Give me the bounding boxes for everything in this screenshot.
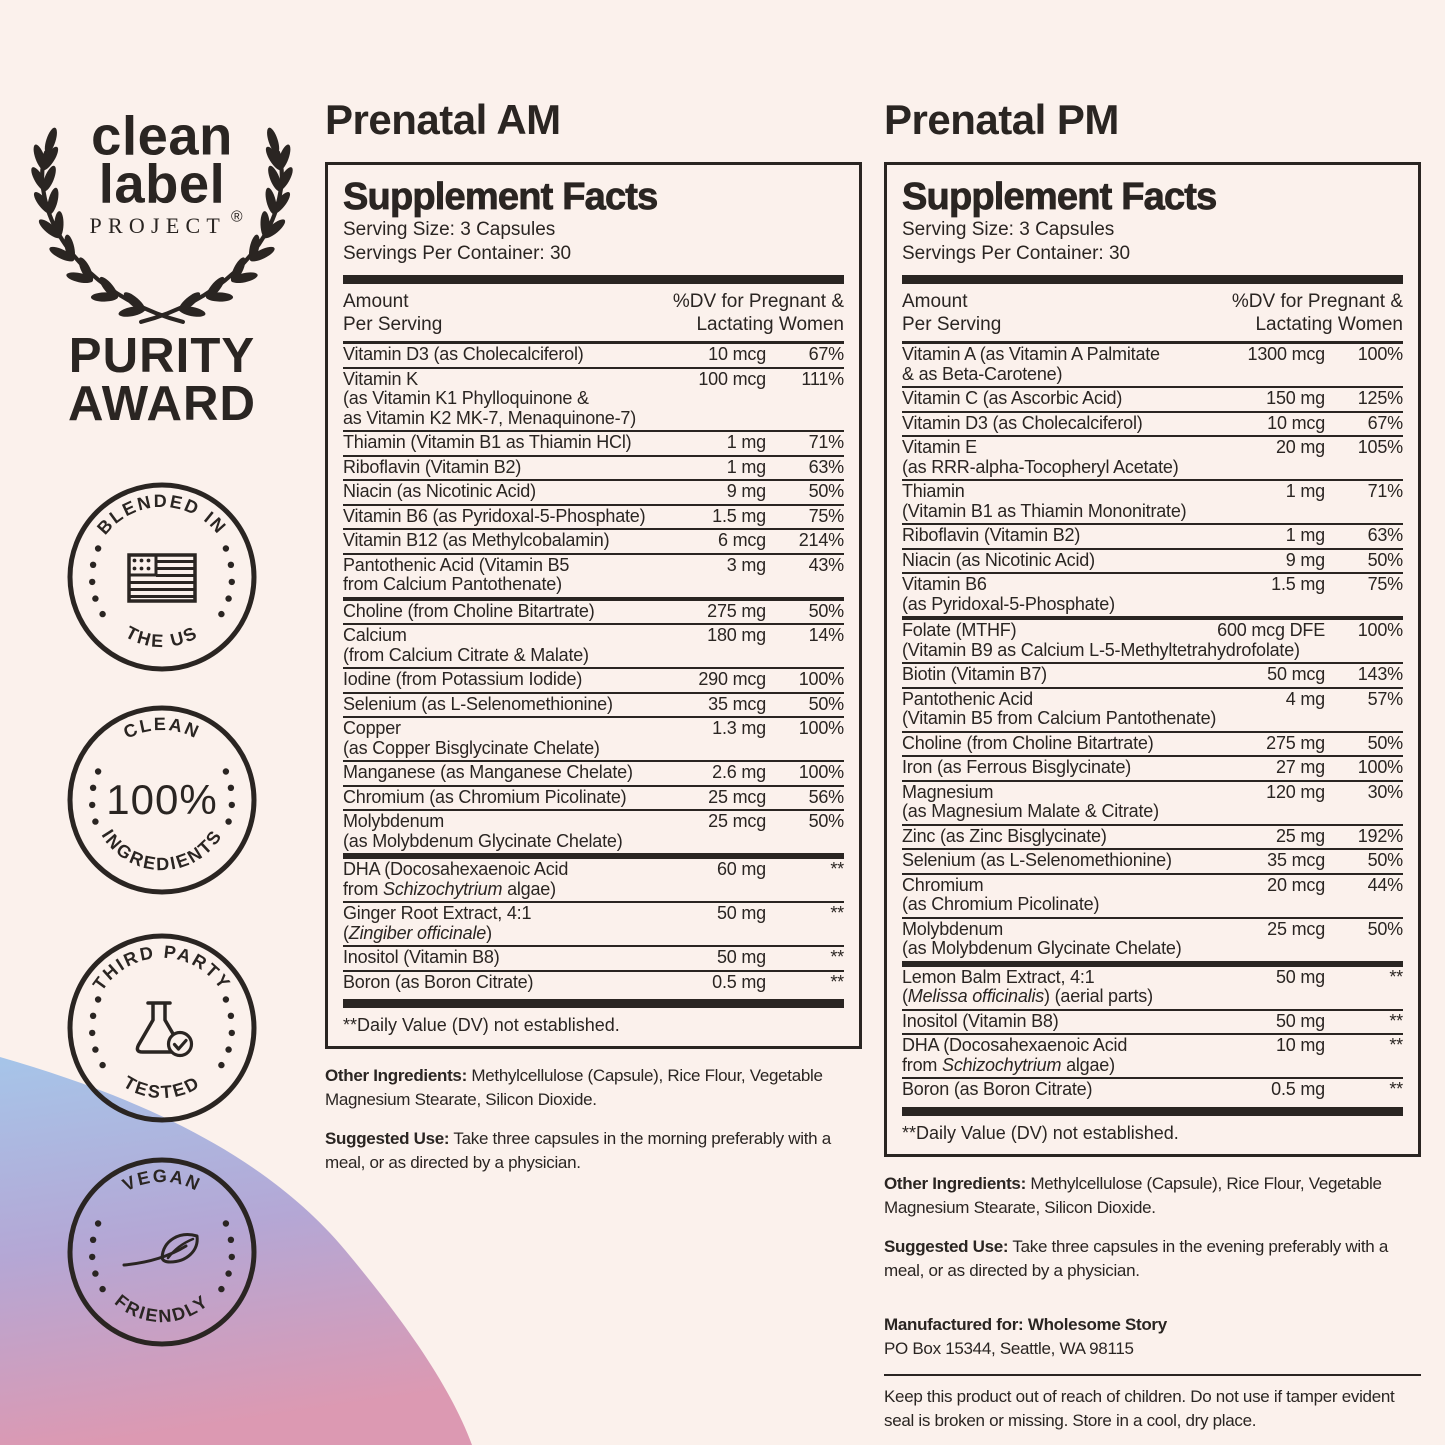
other-ingredients-text: Methylcellulose (Capsule), Rice Flour, Vegetable Magnesium Stearate, Silicon Dioxide. xyxy=(884,1173,1382,1217)
nutrient-dv: 100% xyxy=(1357,757,1403,777)
nutrient-amount: 20 mcg xyxy=(1267,874,1325,895)
page-title-pm: Prenatal PM xyxy=(884,96,1119,143)
divider-heavy xyxy=(902,275,1403,284)
nutrient-name: Boron (as Boron Citrate) xyxy=(902,1079,1093,1099)
nutrient-row xyxy=(902,917,1403,961)
suggested-use-pm xyxy=(884,1235,1429,1283)
nutrient-amount: 1300 mcg xyxy=(1247,344,1325,364)
suggested-use-label: Suggested Use: xyxy=(884,1236,1009,1256)
nutrient-row xyxy=(343,692,844,717)
nutrient-dv: 105% xyxy=(1357,437,1403,457)
dv-header-line1: %DV for Pregnant & xyxy=(672,291,844,312)
amount-header xyxy=(902,290,1001,336)
nutrient-name-continued: (as Magnesium Malate & Citrate) xyxy=(902,801,1159,821)
nutrient-row xyxy=(902,1009,1403,1034)
nutrient-name: Chromium xyxy=(902,874,984,895)
manufacturer-name: Manufactured for: Wholesome Story xyxy=(884,1314,1167,1334)
nutrient-amount: 9 mg xyxy=(1285,549,1325,570)
nutrient-dv: 14% xyxy=(808,625,844,645)
nutrient-dv: 100% xyxy=(1357,344,1403,364)
nutrient-name: Selenium (as L-Selenomethionine) xyxy=(343,693,613,714)
dv-header xyxy=(1232,290,1403,336)
nutrient-amount: 27 mg xyxy=(1275,757,1325,777)
nutrient-name: Vitamin B6 xyxy=(902,574,987,594)
nutrient-dv: ** xyxy=(1389,1010,1403,1031)
prenatal-pm-section xyxy=(884,98,1421,1433)
nutrient-amount: 290 mcg xyxy=(698,669,766,689)
nutrient-amount: 35 mcg xyxy=(708,693,766,714)
nutrient-name: Niacin (as Nicotinic Acid) xyxy=(343,481,536,501)
warning-text: Keep this product out of reach of children. Do not use if tamper evident seal is broken or missing. Store in a cool, dry place. xyxy=(884,1374,1421,1433)
nutrient-name: Zinc (as Zinc Bisglycinate) xyxy=(902,825,1107,846)
nutrient-row xyxy=(343,553,844,597)
nutrient-dv: 100% xyxy=(798,669,844,689)
nutrient-dv: 44% xyxy=(1367,874,1403,895)
nutrient-row xyxy=(343,479,844,504)
nutrient-row xyxy=(343,623,844,667)
nutrient-name-continued: (as Molybdenum Glycinate Chelate) xyxy=(343,830,623,851)
nutrient-name: Biotin (Vitamin B7) xyxy=(902,664,1047,684)
nutrient-name: Molybdenum xyxy=(343,811,445,831)
nutrient-name: Calcium xyxy=(343,625,407,645)
nutrient-name: DHA (Docosahexaenoic Acid xyxy=(902,1035,1128,1055)
amount-header-line2: Per Serving xyxy=(902,314,1002,335)
nutrient-amount: 25 mcg xyxy=(708,786,766,807)
nutrient-row xyxy=(343,528,844,553)
serving-size: Serving Size: 3 Capsules xyxy=(902,219,1115,240)
nutrient-name: Choline (from Choline Bitartrate) xyxy=(902,732,1154,753)
nutrient-name-continued: (as Chromium Picolinate) xyxy=(902,894,1100,914)
manufacturer-block xyxy=(884,1313,1421,1361)
nutrient-amount: 10 mcg xyxy=(708,344,766,364)
nutrient-row xyxy=(902,344,1403,386)
nutrient-amount: 10 mg xyxy=(1275,1035,1325,1055)
nutrient-name-continued: (as Copper Bisglycinate Chelate) xyxy=(343,737,600,758)
nutrient-name: Vitamin A (as Vitamin A Palmitate xyxy=(902,344,1160,364)
nutrient-name: Choline (from Choline Bitartrate) xyxy=(343,600,595,621)
nutrient-name: Ginger Root Extract, 4:1 xyxy=(343,903,532,923)
nutrient-dv: ** xyxy=(1389,966,1403,987)
nutrient-dv: ** xyxy=(1389,1035,1403,1055)
nutrient-name: Manganese (as Manganese Chelate) xyxy=(343,762,633,782)
flask-check-icon xyxy=(137,1003,191,1056)
nutrient-dv: 50% xyxy=(1367,732,1403,753)
nutrient-rows-am xyxy=(343,344,844,994)
nutrient-name: Molybdenum xyxy=(902,918,1004,939)
nutrient-amount: 50 mg xyxy=(716,947,766,967)
column-headers xyxy=(343,290,844,336)
nutrient-amount: 1 mg xyxy=(1285,481,1325,501)
nutrient-name-continued: (as RRR-alpha-Tocopheryl Acetate) xyxy=(902,456,1179,477)
nutrient-name: Inositol (Vitamin B8) xyxy=(343,947,500,967)
stamp-bottom-text: INGREDIENTS xyxy=(97,825,227,875)
nutrient-row xyxy=(343,945,844,970)
nutrient-dv: 56% xyxy=(808,786,844,807)
nutrient-name: Folate (MTHF) xyxy=(902,620,1017,640)
nutrient-dv: 100% xyxy=(1357,620,1403,640)
nutrient-name: Lemon Balm Extract, 4:1 xyxy=(902,966,1095,987)
nutrient-row xyxy=(343,504,844,529)
dv-footnote: **Daily Value (DV) not established. xyxy=(343,1015,620,1035)
other-ingredients-text: Methylcellulose (Capsule), Rice Flour, Vegetable Magnesium Stearate, Silicon Dioxide. xyxy=(325,1066,823,1109)
dv-header-line1: %DV for Pregnant & xyxy=(1231,291,1403,312)
nutrient-dv: 100% xyxy=(798,762,844,782)
nutrient-amount: 6 mcg xyxy=(717,530,766,550)
nutrient-amount: 1 mg xyxy=(1285,525,1325,545)
nutrient-name: Magnesium xyxy=(902,781,994,802)
nutrient-row xyxy=(343,853,844,901)
servings-per-container: Servings Per Container: 30 xyxy=(902,243,1131,264)
nutrient-name: DHA (Docosahexaenoic Acid xyxy=(343,859,569,879)
nutrient-name: Vitamin K xyxy=(343,368,418,389)
nutrient-name: Inositol (Vitamin B8) xyxy=(902,1010,1059,1031)
nutrient-amount: 180 mg xyxy=(707,625,766,645)
nutrient-dv: 50% xyxy=(808,481,844,501)
blended-in-us-badge xyxy=(62,477,262,677)
nutrient-dv: 71% xyxy=(1367,481,1403,501)
nutrient-name-continued: (Zingiber officinale) xyxy=(343,922,492,943)
nutrient-row xyxy=(902,961,1403,1009)
other-ingredients-label: Other Ingredients: xyxy=(325,1066,467,1085)
nutrient-amount: 275 mg xyxy=(1266,732,1325,753)
vegan-friendly-badge xyxy=(62,1152,262,1352)
nutrient-row xyxy=(343,970,844,995)
nutrient-row xyxy=(902,848,1403,873)
svg-text:INGREDIENTS xyxy=(98,826,227,875)
stamp-top-text: BLENDED IN xyxy=(93,490,231,539)
nutrient-row xyxy=(343,430,844,455)
nutrient-amount: 0.5 mg xyxy=(1271,1079,1325,1099)
nutrient-dv: 63% xyxy=(808,456,844,477)
nutrient-amount: 4 mg xyxy=(1285,688,1325,709)
nutrient-dv: 50% xyxy=(1367,549,1403,570)
nutrient-row xyxy=(902,755,1403,780)
column-headers xyxy=(902,290,1403,336)
nutrient-rows-pm xyxy=(902,344,1403,1102)
nutrient-amount: 1 mg xyxy=(726,456,766,477)
nutrient-dv: ** xyxy=(830,947,844,967)
nutrient-name: Copper xyxy=(343,718,401,738)
nutrient-name-continued: (Vitamin B9 as Calcium L-5-Methyltetrahydrofolate) xyxy=(902,639,1300,660)
nutrient-amount: 2.6 mg xyxy=(712,762,766,782)
third-party-tested-badge xyxy=(62,928,262,1128)
nutrient-name-continued: as Vitamin K2 MK-7, Menaquinone-7) xyxy=(343,407,637,428)
nutrient-amount: 0.5 mg xyxy=(712,971,766,992)
nutrient-amount: 25 mcg xyxy=(1267,918,1325,939)
nutrient-amount: 50 mcg xyxy=(1267,664,1325,684)
nutrient-row xyxy=(902,873,1403,917)
nutrient-amount: 50 mg xyxy=(1275,966,1325,987)
stamp-bottom-text: FRIENDLY xyxy=(111,1290,213,1327)
manufacturer-address: PO Box 15344, Seattle, WA 98115 xyxy=(884,1338,1134,1358)
nutrient-row xyxy=(902,824,1403,849)
nutrient-name-continued: (Melissa officinalis) (aerial parts) xyxy=(902,986,1153,1006)
nutrient-amount: 1.3 mg xyxy=(712,718,766,738)
nutrient-dv: 67% xyxy=(1367,412,1403,433)
page-title-am: Prenatal AM xyxy=(325,96,561,143)
purity-text: PURITY xyxy=(68,329,256,384)
nutrient-name: Thiamin (Vitamin B1 as Thiamin HCl) xyxy=(343,432,632,452)
nutrient-row xyxy=(902,411,1403,436)
nutrient-dv: 63% xyxy=(1367,525,1403,545)
stamp-top-text: CLEAN xyxy=(120,713,204,743)
nutrient-name: Vitamin B6 (as Pyridoxal-5-Phosphate) xyxy=(343,505,646,526)
svg-text:THE US xyxy=(122,622,201,651)
nutrient-name-continued: (from Calcium Citrate & Malate) xyxy=(343,644,589,665)
nutrient-row xyxy=(902,523,1403,548)
other-ingredients-am xyxy=(325,1064,870,1112)
nutrient-amount: 120 mg xyxy=(1266,781,1325,802)
amount-header-line2: Per Serving xyxy=(343,314,443,335)
amount-header xyxy=(343,290,442,336)
nutrient-row xyxy=(902,780,1403,824)
dv-header-line2: Lactating Women xyxy=(696,314,844,335)
nutrient-amount: 25 mg xyxy=(1275,825,1325,846)
nutrient-dv: 192% xyxy=(1357,825,1403,846)
nutrient-name: Niacin (as Nicotinic Acid) xyxy=(902,549,1095,570)
nutrient-name: Chromium (as Chromium Picolinate) xyxy=(343,786,627,807)
hundred-percent-text: 100% xyxy=(106,776,218,823)
nutrient-row xyxy=(902,479,1403,523)
svg-text:TESTED xyxy=(120,1072,204,1102)
nutrient-name: Vitamin D3 (as Cholecalciferol) xyxy=(343,344,584,364)
amount-header-line1: Amount xyxy=(902,291,968,312)
nutrient-row xyxy=(343,760,844,785)
amount-header-line1: Amount xyxy=(343,291,409,312)
nutrient-name: Boron (as Boron Citrate) xyxy=(343,971,534,992)
suggested-use-am xyxy=(325,1127,870,1175)
nutrient-name: Vitamin E xyxy=(902,437,977,457)
nutrient-amount: 50 mg xyxy=(1275,1010,1325,1031)
nutrient-row xyxy=(902,572,1403,616)
nutrient-amount: 35 mcg xyxy=(1267,850,1325,870)
other-ingredients-pm xyxy=(884,1172,1429,1220)
nutrient-row xyxy=(902,687,1403,731)
svg-text:VEGAN xyxy=(119,1166,204,1195)
nutrient-dv: ** xyxy=(830,903,844,923)
nutrient-dv: 75% xyxy=(808,505,844,526)
nutrient-name: Iron (as Ferrous Bisglycinate) xyxy=(902,757,1132,777)
clean-label-text-1: clean xyxy=(91,105,233,167)
nutrient-row xyxy=(343,667,844,692)
divider-heavy xyxy=(343,999,844,1008)
nutrient-amount: 600 mcg DFE xyxy=(1217,620,1325,640)
nutrient-name: Vitamin B12 (as Methylcobalamin) xyxy=(343,530,610,550)
svg-text:FRIENDLY xyxy=(111,1290,213,1326)
nutrient-dv: 50% xyxy=(808,693,844,714)
nutrient-row xyxy=(902,548,1403,573)
nutrient-amount: 60 mg xyxy=(716,859,766,879)
nutrient-dv: 111% xyxy=(801,368,844,389)
nutrient-amount: 100 mcg xyxy=(698,368,766,389)
us-flag-icon xyxy=(129,555,195,601)
nutrient-row xyxy=(902,1033,1403,1077)
nutrient-dv: 30% xyxy=(1367,781,1403,802)
leaf-icon xyxy=(124,1235,197,1265)
nutrient-amount: 25 mcg xyxy=(708,811,766,831)
nutrient-name: Pantothenic Acid xyxy=(902,688,1033,709)
nutrient-dv: 43% xyxy=(808,554,844,575)
nutrient-row xyxy=(343,344,844,367)
suggested-use-label: Suggested Use: xyxy=(325,1129,450,1148)
svg-text:CLEAN xyxy=(121,714,204,743)
nutrient-dv: 143% xyxy=(1357,664,1403,684)
nutrient-dv: 214% xyxy=(798,530,844,550)
nutrient-row xyxy=(902,435,1403,479)
nutrient-name: Iodine (from Potassium Iodide) xyxy=(343,669,583,689)
nutrient-amount: 1.5 mg xyxy=(1271,574,1325,594)
servings-per-container: Servings Per Container: 30 xyxy=(343,243,572,264)
nutrient-name: Riboflavin (Vitamin B2) xyxy=(902,525,1081,545)
nutrient-dv: 50% xyxy=(808,811,844,831)
dotted-ring xyxy=(89,996,235,1068)
nutrient-dv: 75% xyxy=(1367,574,1403,594)
nutrient-name-continued: (Vitamin B5 from Calcium Pantothenate) xyxy=(902,708,1217,728)
nutrient-name-continued: (Vitamin B1 as Thiamin Mononitrate) xyxy=(902,500,1187,521)
nutrient-amount: 1 mg xyxy=(726,432,766,452)
supplement-facts-heading: Supplement Facts xyxy=(343,176,658,218)
nutrient-row xyxy=(343,785,844,810)
nutrient-row xyxy=(902,386,1403,411)
suggested-use-text: Take three capsules in the evening preferably with a meal, or as directed by a physician. xyxy=(884,1236,1389,1280)
nutrient-name-continued: from Calcium Pantothenate) xyxy=(343,574,562,594)
nutrient-name-continued: from Schizochytrium algae) xyxy=(343,878,556,899)
nutrient-dv: 50% xyxy=(808,600,844,621)
divider-heavy xyxy=(343,275,844,284)
prenatal-am-section xyxy=(325,98,862,1175)
nutrient-name: Vitamin C (as Ascorbic Acid) xyxy=(902,388,1123,408)
nutrient-name-continued: (as Molybdenum Glycinate Chelate) xyxy=(902,938,1182,958)
nutrient-name: Selenium (as L-Selenomethionine) xyxy=(902,850,1172,870)
serving-size: Serving Size: 3 Capsules xyxy=(343,219,556,240)
dv-header xyxy=(673,290,844,336)
nutrient-dv: ** xyxy=(830,971,844,992)
nutrient-row xyxy=(343,809,844,853)
nutrient-name: Vitamin D3 (as Cholecalciferol) xyxy=(902,412,1143,433)
nutrient-name-continued: & as Beta-Carotene) xyxy=(902,363,1063,384)
nutrient-name: Thiamin xyxy=(902,481,965,501)
divider-heavy xyxy=(902,1107,1403,1116)
nutrient-row xyxy=(343,455,844,480)
nutrient-row xyxy=(902,731,1403,756)
supplement-facts-heading: Supplement Facts xyxy=(902,176,1217,218)
nutrient-row xyxy=(343,901,844,945)
purity-award-badge xyxy=(26,94,298,439)
nutrient-amount: 275 mg xyxy=(707,600,766,621)
nutrient-dv: 50% xyxy=(1367,918,1403,939)
nutrient-name: Pantothenic Acid (Vitamin B5 xyxy=(343,554,570,575)
other-ingredients-label: Other Ingredients: xyxy=(884,1173,1026,1193)
nutrient-dv: 67% xyxy=(808,344,844,364)
suggested-use-text: Take three capsules in the morning preferably with a meal, or as directed by a physician. xyxy=(325,1129,831,1172)
nutrient-dv: 125% xyxy=(1357,388,1403,408)
nutrient-row xyxy=(902,1077,1403,1102)
nutrient-row xyxy=(343,367,844,431)
nutrient-name-continued: (as Vitamin K1 Phylloquinone & xyxy=(343,388,589,408)
supplement-facts-panel-pm xyxy=(884,162,1421,1157)
nutrient-dv: ** xyxy=(1389,1079,1403,1099)
nutrient-row xyxy=(902,616,1403,662)
nutrient-amount: 50 mg xyxy=(716,903,766,923)
stamp-bottom-text: THE US xyxy=(122,622,202,652)
dv-footnote: **Daily Value (DV) not established. xyxy=(902,1122,1179,1143)
nutrient-amount: 3 mg xyxy=(726,554,766,575)
nutrient-amount: 150 mg xyxy=(1266,388,1325,408)
award-text: AWARD xyxy=(67,377,257,432)
project-text: PROJECT xyxy=(89,213,227,239)
clean-ingredients-badge xyxy=(62,700,262,900)
nutrient-amount: 20 mg xyxy=(1275,437,1325,457)
nutrient-dv: 100% xyxy=(798,718,844,738)
nutrient-row xyxy=(343,597,844,624)
stamp-bottom-text: TESTED xyxy=(120,1071,204,1103)
nutrient-dv: 57% xyxy=(1367,688,1403,709)
nutrient-name-continued: (as Pyridoxal-5-Phosphate) xyxy=(902,593,1115,614)
nutrient-name: Riboflavin (Vitamin B2) xyxy=(343,456,522,477)
dv-header-line2: Lactating Women xyxy=(1255,314,1403,335)
nutrient-dv: 71% xyxy=(808,432,844,452)
supplement-facts-panel-am xyxy=(325,162,862,1049)
nutrient-amount: 9 mg xyxy=(726,481,766,501)
nutrient-amount: 1.5 mg xyxy=(712,505,766,526)
registered-mark: ® xyxy=(231,208,243,226)
nutrient-row xyxy=(343,716,844,760)
clean-label-text-2: label xyxy=(98,153,226,215)
nutrient-dv: 50% xyxy=(1367,850,1403,870)
stamp-top-text: THIRD PARTY xyxy=(88,941,236,995)
nutrient-row xyxy=(902,662,1403,687)
nutrient-name-continued: from Schizochytrium algae) xyxy=(902,1054,1115,1075)
nutrient-amount: 10 mcg xyxy=(1267,412,1325,433)
stamp-top-text: VEGAN xyxy=(119,1165,205,1196)
nutrient-dv: ** xyxy=(830,859,844,879)
